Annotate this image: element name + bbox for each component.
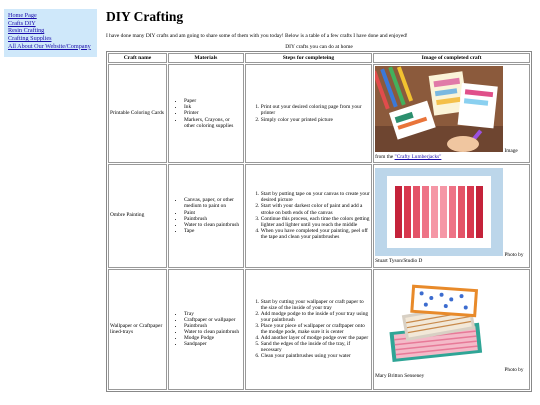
list-item: 1. Start by putting tape on your canvas to create your desired picture — [261, 191, 370, 203]
credit-link[interactable]: "Crafty Lumberjacks" — [394, 154, 442, 161]
steps-list — [247, 191, 370, 240]
nav-link-resin-crafting[interactable]: Resin Crafting — [8, 27, 45, 35]
list-item: • Paint — [184, 210, 242, 216]
intro-text: I have done many DIY crafts and am going to share some of them with you today! Below is a table of a few crafts I have done and enjoyed! — [106, 33, 408, 39]
list-item: • Sandpaper — [184, 341, 242, 347]
list-item: • Printer — [184, 110, 242, 116]
table-header-row — [108, 53, 530, 63]
list-item: 6. Clean your paintbrushes using your water — [261, 353, 370, 359]
table-row — [108, 64, 530, 162]
list-item: • Canvas, paper, or other medium to paint on — [184, 197, 242, 209]
list-item: 3. Continue this process, each time the colors getting lighter and lighter until you reach the middle — [261, 216, 370, 228]
header-steps: Steps for completeing — [245, 53, 372, 63]
steps-list — [247, 299, 370, 360]
header-image: Image of completed craft — [373, 53, 530, 63]
ombre-painting-photo — [375, 168, 503, 258]
nav-link-crafting-supplies[interactable]: Crafting Supplies — [8, 35, 52, 43]
table-row — [108, 164, 530, 268]
list-item: • Tape — [184, 228, 242, 234]
image-credit: Photo by Mary Britton Senseney — [375, 366, 524, 379]
page-title: DIY Crafting — [106, 9, 184, 24]
materials-list — [170, 311, 242, 348]
list-item: 4. Add another layer of modge podge over the paper — [261, 335, 370, 341]
list-item: 2. Simply color your printed picture — [261, 117, 370, 123]
list-item: 2. Add modge podge to the inside of your tray using your paintbrush — [261, 311, 370, 323]
craft-name-cell: Wallpaper or Craftpaper lined-trays — [108, 269, 167, 390]
materials-list — [170, 98, 242, 128]
craft-name-cell: Ombre Painting — [108, 164, 167, 268]
steps-cell — [245, 269, 372, 390]
nav-link-home[interactable]: Home Page — [8, 12, 37, 19]
list-item: 4. When you have completed your painting, peel off the tape and clean your paintbrushes — [261, 228, 370, 240]
steps-cell — [245, 64, 372, 162]
list-item: • Markers, Crayons, or other coloring supplies — [184, 117, 242, 129]
list-item: • Paintbrush — [184, 323, 242, 329]
materials-cell — [168, 269, 244, 390]
steps-list — [247, 104, 370, 122]
image-cell — [373, 64, 530, 162]
list-item: • Water to clean paintbrush — [184, 222, 242, 228]
image-cell — [373, 164, 530, 268]
list-item: • Craftpaper or wallpaper — [184, 317, 242, 323]
coloring-cards-photo — [375, 66, 503, 154]
list-item: 3. Place your piece of wallpaper or craftpaper onto the modge pode, make sure it is center — [261, 323, 370, 335]
list-item: • Tray — [184, 311, 242, 317]
image-credit: Photo by Stuart Tyson/Studio D — [375, 251, 524, 264]
materials-cell — [168, 164, 244, 268]
list-item: • Paintbrush — [184, 216, 242, 222]
credit-text: Image from the — [375, 148, 518, 161]
header-craft-name: Craft name — [108, 53, 167, 63]
list-item: • Water to clean paintbrush — [184, 329, 242, 335]
header-materials: Materials — [168, 53, 244, 63]
list-item: 2. Start with your darkest color of paint and add a stroke on both ends of the canvas — [261, 203, 370, 215]
list-item: 1. Print out your desired coloring page from your printer — [261, 104, 370, 116]
list-item: • Paper — [184, 98, 242, 104]
materials-list — [170, 197, 242, 234]
main-content — [106, 8, 532, 392]
list-item: 5. Sand the edges of the inside of the tray, if necessary — [261, 341, 370, 353]
table-row — [108, 269, 530, 390]
image-cell — [373, 269, 530, 390]
steps-cell — [245, 164, 372, 268]
lined-trays-photo — [375, 279, 503, 373]
table-caption: DIY crafts you can do at home — [285, 44, 353, 50]
crafts-table — [106, 44, 532, 392]
nav-link-about[interactable]: All About Our Website/Company — [8, 42, 91, 50]
list-item: 1. Start by cutting your wallpaper or craft paper to the size of the inside of your tray — [261, 299, 370, 311]
sidebar-nav — [4, 9, 97, 57]
materials-cell — [168, 64, 244, 162]
nav-link-crafts-diy[interactable]: Crafts DIY — [8, 19, 36, 27]
craft-name-cell: Printable Coloring Cards — [108, 64, 167, 162]
list-item: • Modge Podge — [184, 335, 242, 341]
list-item: • Ink — [184, 104, 242, 110]
